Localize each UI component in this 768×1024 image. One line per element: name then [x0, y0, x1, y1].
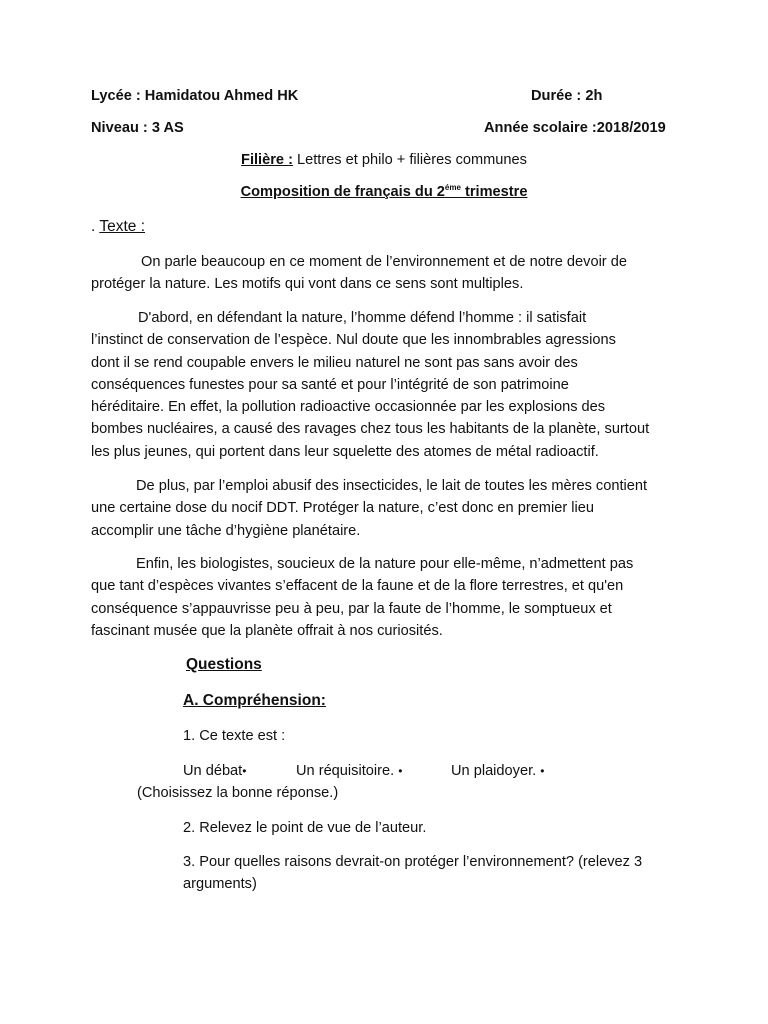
paragraph-line: conséquence s’appauvrisse peu à peu, par la faute de l’homme, le somptueux et [91, 600, 612, 617]
paragraph-4 [91, 553, 681, 642]
paragraph-line: conséquences funestes pour sa santé et pour l’intégrité de son patrimoine [91, 376, 569, 393]
option-label: Un plaidoyer. [451, 763, 541, 779]
filiere-label: Filière : [241, 152, 293, 168]
bullet-icon: • [398, 764, 403, 778]
option-label: Un débat [183, 763, 243, 779]
paragraph-line: une certaine dose du nocif DDT. Protéger la nature, c’est donc en premier lieu [91, 500, 594, 517]
filiere-line [0, 152, 768, 168]
paragraph-line: On parle beaucoup en ce moment de l’environnement et de notre devoir de [141, 254, 627, 270]
texte-heading [91, 218, 145, 236]
school-name: Lycée : Hamidatou Ahmed HK [91, 88, 299, 104]
paragraph-line: l’instinct de conservation de l’espèce. Nul doute que les innombrables agressions [91, 332, 616, 349]
exam-duration: Durée : 2h [531, 88, 603, 104]
paragraph-line: accomplir une tâche d’hygiène planétaire. [91, 522, 361, 539]
paragraph-line: D'abord, en défendant la nature, l’homme défend l’homme : il satisfait [138, 310, 587, 326]
q1-option-debat [183, 763, 246, 779]
paragraph-2 [91, 307, 681, 463]
paragraph-line: Enfin, les biologistes, soucieux de la nature pour elle-même, n’admettent pas [136, 556, 634, 572]
questions-heading: Questions [186, 656, 262, 673]
question-3-line1: 3. Pour quelles raisons devrait-on protéger l’environnement? (relevez 3 [183, 854, 643, 870]
texte-heading-label: Texte : [99, 218, 146, 235]
question-3-line2: arguments) [183, 876, 257, 892]
class-level: Niveau : 3 AS [91, 120, 184, 136]
q1-option-requisitoire [296, 763, 402, 779]
paragraph-line: bombes nucléaires, a causé des ravages chez tous les habitants de la planète, surtout [91, 421, 650, 438]
paragraph-line: héréditaire. En effet, la pollution radioactive occasionnée par les explosions des [91, 399, 606, 416]
q1-instruction: (Choisissez la bonne réponse.) [137, 785, 339, 801]
composition-title-main: Composition de français du 2 [240, 184, 445, 200]
option-label: Un réquisitoire. [296, 763, 399, 779]
question-2: 2. Relevez le point de vue de l’auteur. [183, 820, 427, 836]
paragraph-line: protéger la nature. Les motifs qui vont dans ce sens sont multiples. [91, 276, 524, 293]
bullet-icon: • [540, 764, 545, 778]
paragraph-1 [91, 251, 681, 296]
composition-title-sup: éme [444, 183, 461, 192]
paragraph-line: les plus jeunes, qui portent dans leur squelette des atomes de métal radioactif. [91, 443, 599, 460]
paragraph-line: fascinant musée que la planète offrait à nos curiosités. [91, 622, 443, 639]
filiere-value: Lettres et philo + filières communes [292, 152, 527, 168]
texte-heading-prefix: . [91, 218, 100, 235]
section-a-heading: A. Compréhension: [183, 692, 326, 709]
question-1: 1. Ce texte est : [183, 728, 286, 744]
school-year: Année scolaire :2018/2019 [484, 120, 666, 136]
paragraph-line: De plus, par l’emploi abusif des insecticides, le lait de toutes les mères contient [136, 478, 648, 494]
composition-title-end: trimestre [460, 184, 528, 200]
paragraph-3 [91, 475, 681, 542]
paragraph-line: que tant d’espèces vivantes s’effacent de la faune et de la flore terrestres, et qu'en [91, 578, 624, 595]
composition-title [0, 184, 768, 200]
q1-option-plaidoyer [451, 763, 544, 779]
bullet-icon: • [242, 764, 247, 778]
paragraph-line: dont il se rend coupable envers le milieu naturel ne sont pas sans avoir des [91, 354, 578, 371]
